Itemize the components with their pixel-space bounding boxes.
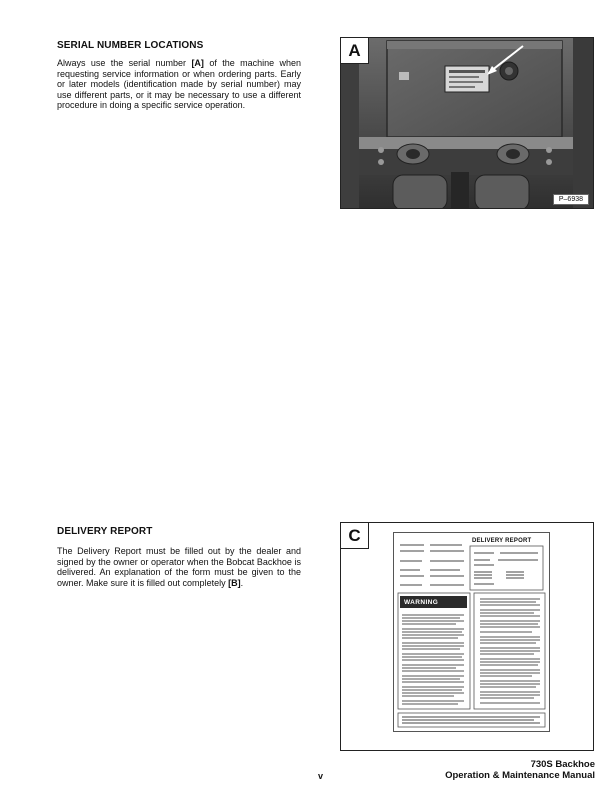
figure-a-photo-id: P–6938: [553, 194, 589, 205]
warning-label-box: WARNING: [400, 596, 467, 608]
serial-plate-photo-image: [341, 38, 594, 209]
page-number: v: [318, 771, 324, 781]
delivery-report-paragraph: [57, 546, 301, 588]
figure-c-label: C: [341, 523, 369, 549]
serial-text-before: Always use the serial number: [57, 58, 192, 68]
serial-number-heading: SERIAL NUMBER LOCATIONS: [57, 40, 204, 51]
delivery-text-after: .: [240, 577, 244, 588]
delivery-ref-b: [B]: [228, 577, 241, 588]
figure-a-photo: [340, 37, 594, 209]
manual-title-line1: 730S Backhoe: [530, 759, 595, 770]
serial-text-after: of the machine when requesting service information or when ordering parts. Early or later models (identification made by serial number) may use different parts, or it may be necessary to use a different procedure in doing a specific service operation.: [57, 58, 301, 111]
manual-title: [445, 759, 595, 781]
figure-a-label: A: [341, 38, 369, 64]
delivery-report-heading: DELIVERY REPORT: [57, 526, 153, 537]
delivery-report-form-title: DELIVERY REPORT: [472, 538, 532, 544]
delivery-report-form: [393, 532, 550, 732]
serial-number-paragraph: [57, 58, 301, 111]
manual-title-line2: Operation & Maintenance Manual: [445, 770, 595, 781]
delivery-text-before: The Delivery Report must be filled out by the dealer and signed by the owner or operator when the Bobcat Backhoe is delivered. An explanation of the form must be given to the owner. Make sure it is filled out completely: [57, 546, 301, 588]
form-lines-graphic: [394, 533, 549, 731]
serial-ref-a: [A]: [191, 58, 204, 68]
